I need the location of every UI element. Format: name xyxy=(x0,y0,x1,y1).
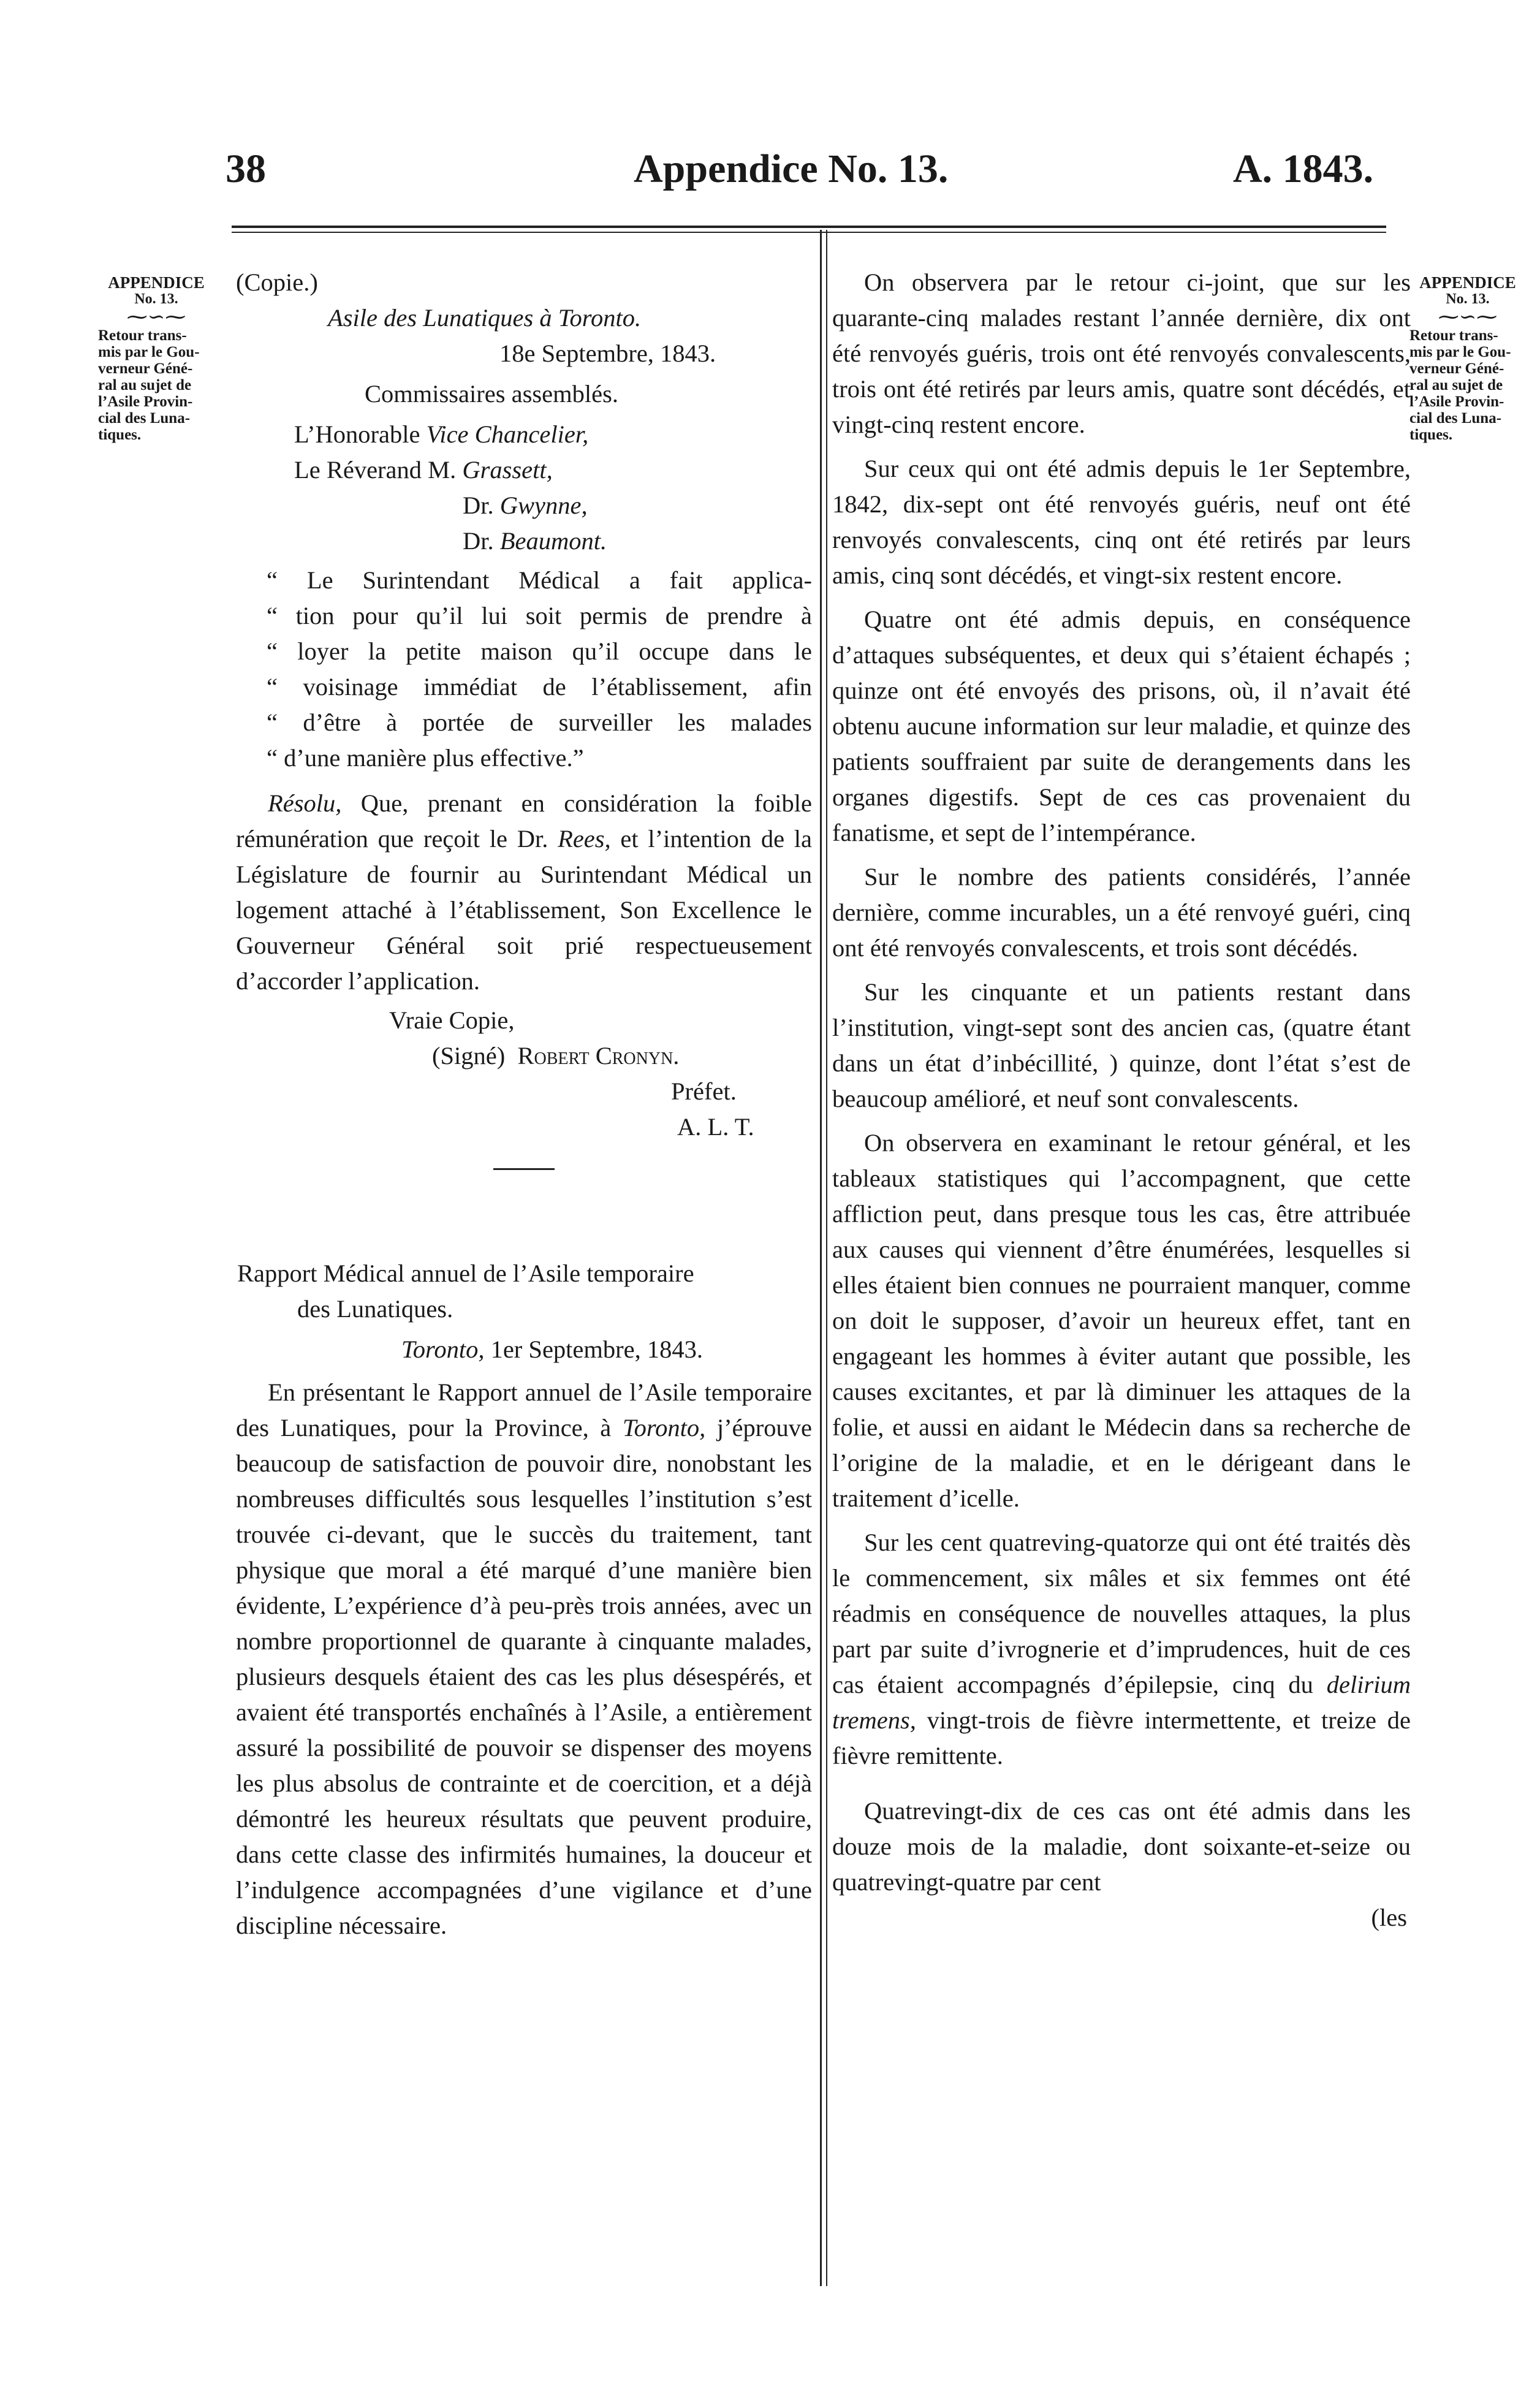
margin-note-line: l’Asile Provin- xyxy=(1409,393,1504,410)
quote-line: “ Le Surintendant Médical a fait applica- xyxy=(267,566,812,594)
quote-line: “ d’une manière plus effective.” xyxy=(267,744,584,772)
attendee-line: Dr. Gwynne, xyxy=(463,492,588,519)
attendee-line: Dr. Beaumont. xyxy=(463,527,607,555)
margin-note-line: cial des Luna- xyxy=(1409,410,1502,427)
margin-appendice-label: APPENDICE xyxy=(108,273,205,292)
margin-note-line: l’Asile Provin- xyxy=(98,393,193,410)
right-column xyxy=(832,265,1411,1936)
asile-heading: Asile des Lunatiques à Toronto. xyxy=(328,304,642,332)
margin-note-line: mis par le Gou- xyxy=(98,344,200,360)
body-paragraph: Quatre ont été admis depuis, en conséquence d’attaques subséquentes, et deux qui s’étaient échapés ; quinze ont été envoyés des prisons, où, il n’avait été obtenu aucune information sur leur maladie, et quinze des patients souffraient par suite de derangements dans les organes digestifs. Sept de ces cas provenaient du fanatisme, et sept de l’intempérance. xyxy=(832,606,1411,846)
quote-line: “ loyer la petite maison qu’il occupe dans le xyxy=(267,637,812,665)
ornament-swash: ⁓∽⁓ xyxy=(1438,306,1498,329)
vraie-copie: Vraie Copie, xyxy=(389,1006,515,1034)
margin-note-line: verneur Géné- xyxy=(98,360,193,377)
commissaires-line: Commissaires assemblés. xyxy=(365,380,618,408)
signer-name: Robert Cronyn. xyxy=(517,1042,680,1070)
running-year: A. 1843. xyxy=(1233,146,1374,191)
margin-note-right xyxy=(1403,275,1532,443)
copie-label: (Copie.) xyxy=(236,268,318,296)
attendee-line: L’Honorable Vice Chancelier, xyxy=(294,420,589,448)
quote-line: “ tion pour qu’il lui soit permis de prendre à xyxy=(267,602,812,629)
margin-note-line: ral au sujet de xyxy=(1409,377,1503,393)
column-divider-thin xyxy=(826,230,827,2286)
rapport-dateline: Toronto, 1er Septembre, 1843. xyxy=(401,1335,703,1363)
margin-note-line: ral au sujet de xyxy=(98,377,192,393)
margin-appendice-number: No. 13. xyxy=(1446,291,1490,307)
signature-line: (Signé) Robert Cronyn. xyxy=(432,1042,680,1070)
initials: A. L. T. xyxy=(677,1113,754,1141)
margin-note-line: verneur Géné- xyxy=(1409,360,1504,377)
quote-line: “ d’être à portée de surveiller les malades xyxy=(267,709,812,736)
body-paragraph: On observera en examinant le retour général, et les tableaux statistiques qui l’accompagnent, que cette affliction peut, dans presque tous les cas, être attribuée aux causes qui viennent d’être énumérées, lesquelles si elles étaient bien connues ne pourraient manquer, comme on doit le supposer, d’avoir un heureux effet, tant en engageant les hommes à éviter autant que possible, les causes excitantes, et par là diminuer les attaques de la folie, et aussi en aidant le Médecin dans sa recherche de l’origine de la maladie, et en le dérigeant dans le traitement d’icelle. xyxy=(832,1129,1411,1512)
prefet-title: Préfet. xyxy=(671,1077,737,1105)
margin-note-line: Retour trans- xyxy=(98,327,187,344)
body-paragraph: Sur le nombre des patients considérés, l’année dernière, comme incurables, un a été renvoyé guéri, cinq ont été renvoyés convalescents, et trois sont décédés. xyxy=(832,863,1411,962)
quote-block xyxy=(236,563,812,776)
body-paragraph: Quatrevingt-dix de ces cas ont été admis dans les douze mois de la maladie, dont soixante-et-seize ou quatrevingt-quatre par cent xyxy=(832,1797,1411,1896)
header-rule xyxy=(232,226,1386,228)
running-title: Appendice No. 13. xyxy=(634,146,949,191)
attendee-line: Le Réverand M. Grassett, xyxy=(294,456,553,484)
left-column xyxy=(236,265,812,1943)
quote-line: “ voisinage immédiat de l’établissement, afin xyxy=(267,673,812,701)
header-rule-thin xyxy=(232,232,1386,233)
body-paragraph: Sur les cent quatreving-quatorze qui ont été traités dès le commencement, six mâles et six femmes ont été réadmis en conséquence de nouvelles attaques, la plus part par suite d’ivrognerie et d’imprudences, huit de ces cas étaient accompagnés d’épilepsie, cinq du delirium tremens, vingt-trois de fièvre intermettente, et treize de fièvre remittente. xyxy=(832,1529,1411,1769)
rapport-title: Rapport Médical annuel de l’Asile temporaire xyxy=(237,1259,694,1287)
ornament-swash: ⁓∽⁓ xyxy=(126,306,186,329)
margin-note-line: tiques. xyxy=(1409,427,1453,443)
margin-note-line: Retour trans- xyxy=(1409,327,1498,344)
resolution-paragraph: Résolu, Que, prenant en considération la foible rémunération que reçoit le Dr. Rees, et l’intention de la Législature de fournir au Surintendant Médical un logement attaché à l’établissement, Son Excellence le Gouverneur Général soit prié respectueusement d’accorder l’application. xyxy=(236,789,813,995)
margin-note-left xyxy=(92,275,221,443)
rapport-body-paragraph: En présentant le Rapport annuel de l’Asile temporaire des Lunatiques, pour la Province, à Toronto, j’éprouve beaucoup de satisfaction de pouvoir dire, nonobstant les nombreuses difficultés sous lesquelles l’institution s’est trouvée ci-devant, que le succès du traitement, tant physique que moral a été marqué d’une manière bien évidente, L’expérience d’à peu-près trois années, avec un nombre proportionnel de quarante à cinquante malades, plusieurs desquels étaient des cas les plus désespérés, et avaient été transportés enchaînés à l’Asile, a entièrement assuré la possibilité de pouvoir se dispenser des moyens les plus absolus de contrainte et de coercition, et a déjà démontré les heureux résultats que peuvent produire, dans cette classe des infirmités humaines, la douceur et l’indulgence accompagnées d’une vigilance et d’une discipline nécessaire. xyxy=(236,1378,812,1939)
section-divider xyxy=(493,1168,555,1170)
body-paragraph: On observera par le retour ci-joint, que sur les quarante-cinq malades restant l’année dernière, dix ont été renvoyés guéris, trois ont été renvoyés convalescents, trois ont été retirés par leurs amis, quatre sont décédés, et vingt-cinq restent encore. xyxy=(832,268,1411,438)
page-number: 38 xyxy=(226,146,266,191)
body-paragraph: Sur ceux qui ont été admis depuis le 1er Septembre, 1842, dix-sept ont été renvoyés guéris, neuf ont été renvoyés convalescents, cinq ont été retirés par leurs amis, cinq sont décédés, et vingt-six restent encore. xyxy=(832,455,1411,589)
rapport-title-cont: des Lunatiques. xyxy=(297,1295,453,1323)
margin-note-line: mis par le Gou- xyxy=(1409,344,1511,360)
letter-date: 18e Septembre, 1843. xyxy=(499,340,716,367)
body-paragraph: Sur les cinquante et un patients restant dans l’institution, vingt-sept sont des ancien cas, (quatre étant dans un état d’inbécillité, ) quinze, dont l’état s’est de beaucoup amélioré, et neuf sont convalescents. xyxy=(832,978,1411,1112)
margin-note-line: tiques. xyxy=(98,427,142,443)
margin-note-line: cial des Luna- xyxy=(98,410,191,427)
margin-appendice-number: No. 13. xyxy=(134,291,178,307)
catchword: (les xyxy=(1371,1904,1407,1931)
column-divider xyxy=(820,230,822,2286)
margin-appendice-label: APPENDICE xyxy=(1419,273,1516,292)
